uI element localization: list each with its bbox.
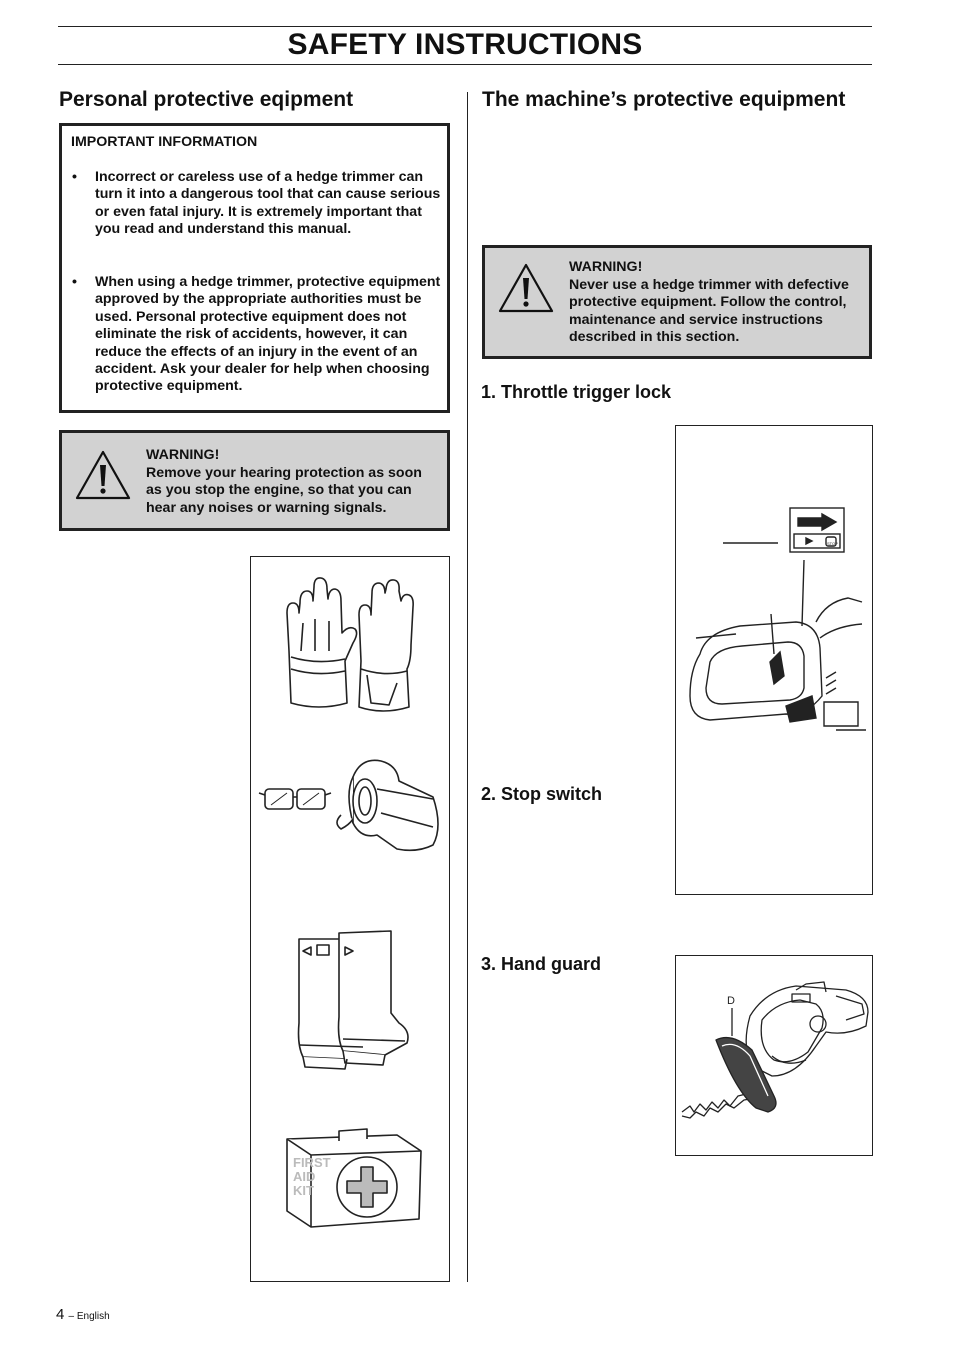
page-footer [56, 1306, 110, 1323]
column-divider [467, 92, 468, 1282]
warning-text: Remove your hearing protection as soon as you stop the engine, so that you can hear any noises or warning signals. [146, 465, 422, 516]
right-heading: The machine’s protective equipment [482, 88, 846, 111]
trigger-lock-illustration [675, 425, 873, 895]
section-stop-switch: 2. Stop switch [481, 784, 603, 804]
title-rule [58, 64, 872, 65]
gloves-icon [279, 573, 425, 715]
boots-icon [295, 927, 425, 1073]
bullet-symbol: • [72, 274, 77, 290]
warning-triangle-icon [74, 449, 132, 501]
protective-equipment-illustration [250, 556, 450, 1282]
page-title: SAFETY INSTRUCTIONS [287, 28, 643, 61]
bullet-text: Incorrect or careless use of a hedge trimmer can turn it into a dangerous tool that can cause serious or even fatal injury. It is extremely important that you read and understand this manual. [95, 169, 441, 238]
warning-triangle-icon [497, 262, 555, 314]
eye-ear-protection-icon [257, 753, 447, 863]
important-info-box [59, 123, 450, 413]
left-heading: Personal protective eqipment [59, 88, 354, 111]
hand-guard-illustration [675, 955, 873, 1156]
important-title: IMPORTANT INFORMATION [71, 134, 258, 150]
top-rule [58, 26, 872, 27]
hand-guard-label: D [727, 995, 735, 1007]
bullet-symbol: • [72, 169, 77, 185]
first-aid-label-2: AID [293, 1169, 316, 1184]
first-aid-label-1: FIRST [293, 1155, 331, 1170]
defective-equipment-warning-box [482, 245, 872, 359]
warning-title: WARNING! [146, 447, 220, 463]
stop-label: STOP [827, 541, 838, 546]
hearing-warning-box [59, 430, 450, 531]
trigger-lock-diagram [676, 426, 872, 746]
page-number: 4 [56, 1306, 65, 1323]
warning-title: WARNING! [569, 259, 643, 275]
section-throttle-trigger-lock: 1. Throttle trigger lock [481, 382, 672, 402]
first-aid-label-3: KIT [293, 1183, 314, 1198]
warning-text: Never use a hedge trimmer with defective protective equipment. Follow the control, maintenance and service instructions described in this section. [569, 277, 849, 346]
first-aid-kit-icon [281, 1127, 425, 1231]
section-hand-guard: 3. Hand guard [481, 954, 602, 974]
bullet-text: When using a hedge trimmer, protective equipment approved by the appropriate authorities must be used. Personal protective equipment does not eliminate the risk of accidents, however, it can reduce the effects of an injury in the event of an accident. Ask your dealer for help when choosing protective equipment. [95, 274, 441, 395]
page-language: – English [68, 1311, 110, 1322]
hand-guard-diagram [676, 956, 872, 1155]
